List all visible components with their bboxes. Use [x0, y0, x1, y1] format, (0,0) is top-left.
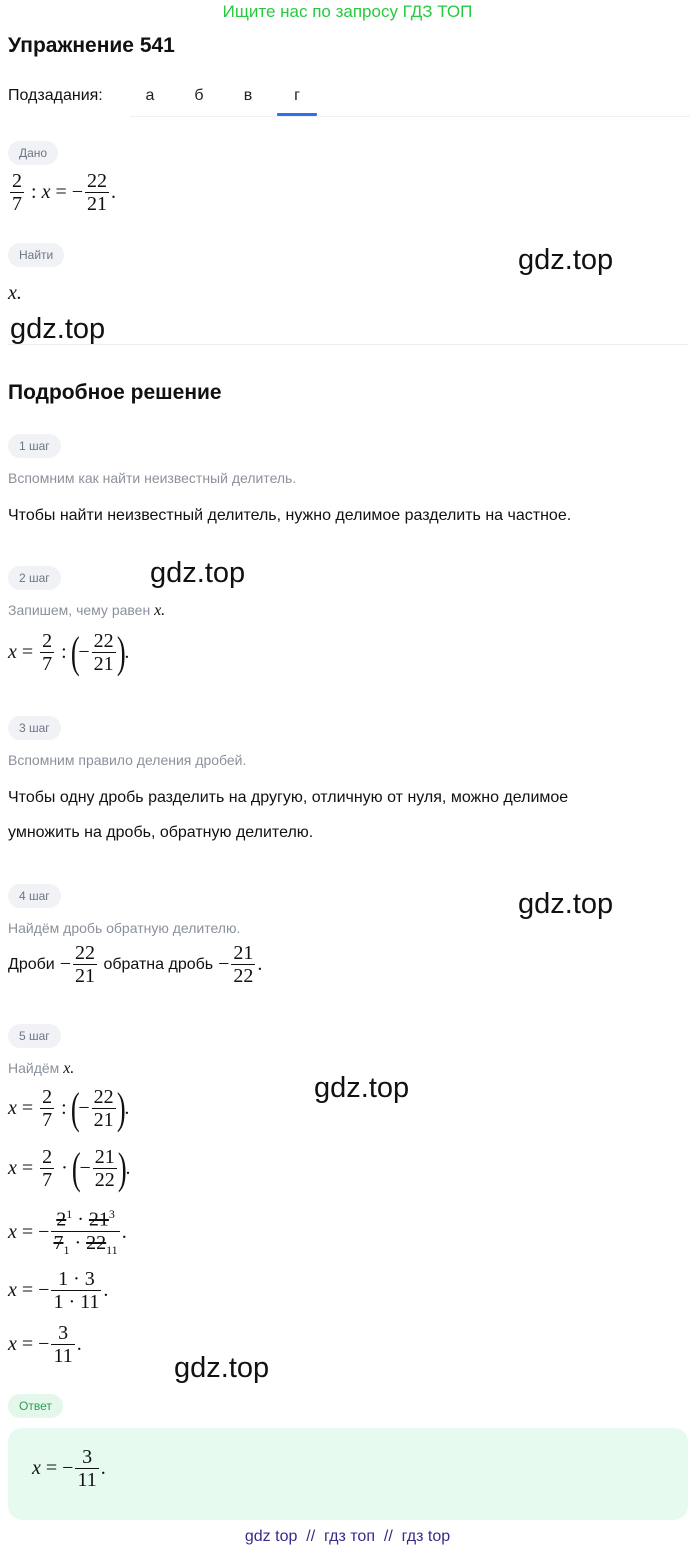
step5-eq3: x = − $\frac{2^1 \cdot 21^3}{7_1 \cdot 22_{11}}$ . [8, 1207, 127, 1257]
step2-hint: Запишем, чему равен x. [8, 602, 166, 619]
solution-title: Подробное решение [8, 381, 222, 404]
footer-links[interactable]: gdz top // гдз топ // гдз top [244, 1528, 451, 1545]
given-pill: Дано [8, 141, 58, 165]
page-title: Упражнение 541 [8, 34, 175, 57]
step2-equation: x = $\frac{2}{7}$ : ( − $\frac{22}{21}$ ) . [8, 627, 130, 677]
tab-a[interactable]: а [145, 87, 155, 104]
answer-box [8, 1428, 688, 1520]
tab-g[interactable]: г [294, 87, 300, 104]
section-divider [8, 344, 688, 345]
step3-pill: 3 шаг [8, 716, 61, 740]
step5-hint: Найдём x. [8, 1060, 75, 1077]
top-banner[interactable]: Ищите нас по запросу ГДЗ ТОП [222, 2, 473, 21]
watermark: gdz.top [518, 888, 614, 920]
watermark: gdz.top [150, 557, 246, 589]
answer-equation: x = − $\frac{3}{11}$ . [32, 1446, 106, 1491]
step5-eq1: x = $\frac{2}{7}$ : ( − $\frac{22}{21}$ ) . [8, 1083, 130, 1133]
given-left-fraction: $\frac{2}{7}$ [12, 170, 22, 215]
watermark: gdz.top [174, 1352, 270, 1384]
step4-line: Дроби − $\frac{22}{21}$ обратна дробь − $\frac{21}{22}$ . [8, 942, 263, 987]
given-equation: $\frac{2}{7}$ : x = − $\frac{22}{21}$ . [12, 170, 117, 215]
step4-fraction-2: $\frac{21}{22}$ [233, 942, 254, 987]
step5-pill: 5 шаг [8, 1024, 61, 1048]
watermark: gdz.top [10, 313, 106, 345]
watermark: gdz.top [518, 244, 614, 276]
step1-hint: Вспомним как найти неизвестный делитель. [8, 470, 297, 486]
answer-pill: Ответ [8, 1394, 63, 1418]
find-pill: Найти [8, 243, 64, 267]
step3-hint: Вспомним правило деления дробей. [8, 752, 247, 768]
given-right-fraction: $\frac{22}{21}$ [87, 170, 108, 215]
step1-pill: 1 шаг [8, 434, 61, 458]
step4-pill: 4 шаг [8, 884, 61, 908]
find-value: x. [8, 282, 22, 304]
step5-eq4: x = − $\frac{1 \cdot 3}{1 \cdot 11}$ . [8, 1268, 109, 1313]
step5-eq2: x = $\frac{2}{7}$ · ( − $\frac{21}{22}$ ) . [8, 1143, 131, 1193]
step4-hint: Найдём дробь обратную делителю. [8, 920, 241, 936]
step4-fraction-1: $\frac{22}{21}$ [75, 942, 96, 987]
tab-v[interactable]: в [243, 87, 253, 104]
step2-pill: 2 шаг [8, 566, 61, 590]
step1-text: Чтобы найти неизвестный делитель, нужно делимое разделить на частное. [8, 507, 572, 524]
tab-b[interactable]: б [194, 87, 204, 104]
active-tab-indicator [277, 113, 317, 116]
step3-text-line1: Чтобы одну дробь разделить на другую, отличную от нуля, можно делимое [8, 789, 569, 806]
tabs-baseline [130, 116, 690, 117]
watermark: gdz.top [314, 1072, 410, 1104]
step5-eq5: x = − $\frac{3}{11}$ . [8, 1322, 82, 1367]
subtasks-label: Подзадания: [8, 87, 103, 104]
step3-text-line2: умножить на дробь, обратную делителю. [8, 824, 314, 841]
